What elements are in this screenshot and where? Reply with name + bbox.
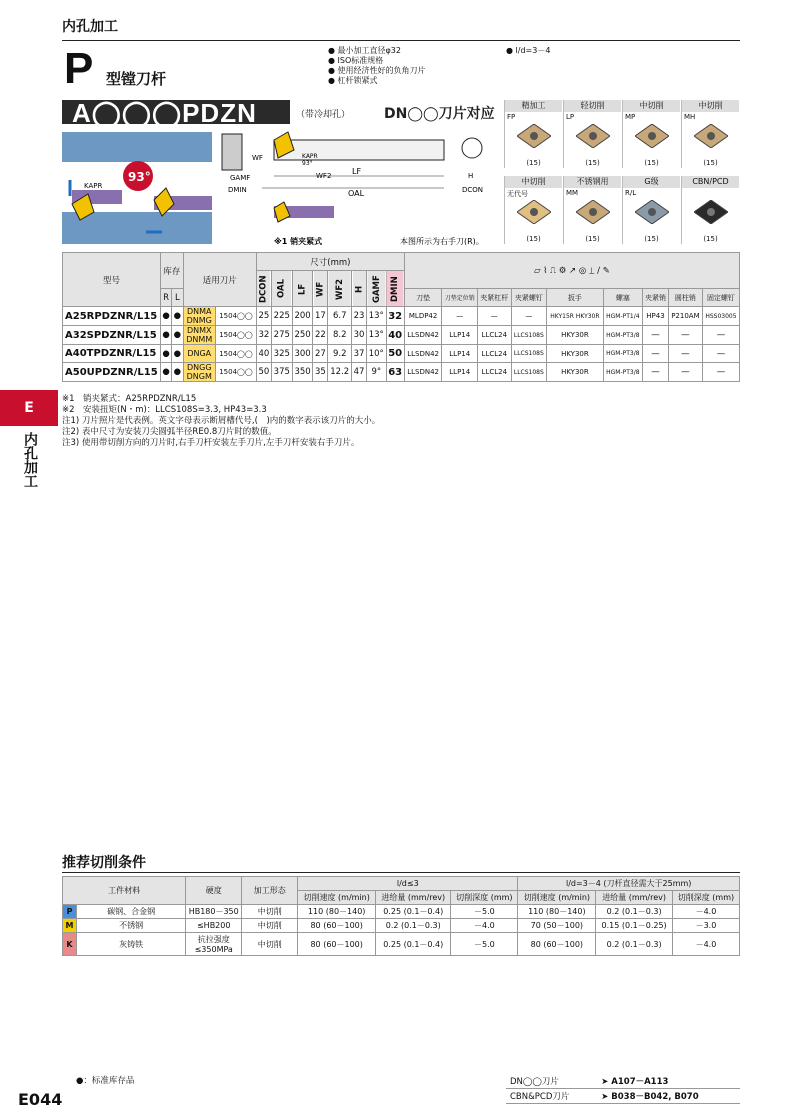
part-cell: —	[442, 307, 478, 326]
insert-head: 不锈钢用	[564, 176, 621, 188]
dim-cell: 30	[352, 326, 367, 345]
row-model: A25RPDZNR/L15	[63, 307, 161, 326]
part-cell: LLCL24	[478, 326, 511, 345]
insert-qty: (15)	[703, 159, 718, 167]
pin-clamp-label: ※1 销夹紧式	[274, 237, 323, 246]
table-row	[63, 363, 740, 382]
note-line: 注2) 表中尺寸为安装刀尖圆弧半径RE0.8刀片时的数值。	[62, 427, 277, 437]
parts-icons-row: ▱ ⌇ ⎍ ⚙ ↗ ◎ ⟂ ∕ ✎	[404, 253, 739, 289]
dim-cell: 12.2	[328, 363, 352, 382]
ref-row[interactable]	[506, 1089, 740, 1104]
dmin-label: DMIN	[228, 186, 247, 194]
insert-code: 1504◯◯	[215, 363, 256, 382]
col-r: R	[161, 289, 172, 307]
speed: 110 (80－140)	[518, 905, 596, 919]
cutting-title: 推荐切削条件	[62, 855, 146, 871]
insert-qty: (15)	[585, 159, 600, 167]
insert-head: 精加工	[505, 100, 562, 112]
insert-cell-plain	[504, 176, 562, 244]
col-dcon: DCON	[256, 271, 271, 307]
table-row	[63, 326, 740, 345]
bullet-item: ● 最小加工直径φ32	[328, 46, 426, 56]
dim-cell: 23	[352, 307, 367, 326]
angle2-label: 93°	[302, 160, 313, 167]
part-cell: LLP14	[442, 363, 478, 382]
stock-l: ●	[172, 307, 183, 326]
insert-type	[183, 363, 215, 382]
col-material: 工件材料	[63, 877, 186, 905]
dim-cell: 6.7	[328, 307, 352, 326]
part-cell: HSS03005	[702, 307, 739, 326]
col-part-dowel: 圆柱销	[668, 289, 702, 307]
part-cell: —	[702, 326, 739, 345]
dim-cell: 35	[313, 363, 328, 382]
insert-code: MM	[566, 189, 579, 197]
stock-l: ●	[172, 326, 183, 345]
speed: 80 (60－100)	[298, 919, 376, 933]
table-row	[63, 307, 740, 326]
depth: －4.0	[672, 905, 739, 919]
col-form: 加工形态	[242, 877, 298, 905]
row-model: A50UPDZNR/L15	[63, 363, 161, 382]
insert-code: 1504◯◯	[215, 326, 256, 345]
col-group2: l/d=3－4 (刀杆直径需大于25mm)	[518, 877, 740, 891]
ref-label: DN◯◯刀片	[506, 1074, 597, 1089]
insert-type-1: DNGA	[187, 349, 212, 358]
hardness: ≤HB200	[186, 919, 242, 933]
right-hand-note: 本图所示为右手刀(R)。	[400, 237, 484, 246]
dim-cell: 22	[313, 326, 328, 345]
insert-type	[183, 307, 215, 326]
insert-type-1: DNMX	[186, 326, 212, 335]
ld-note-text: ● l/d=3－4	[506, 46, 550, 56]
insert-head: CBN/PCD	[682, 176, 739, 188]
wf2-label: WF2	[316, 172, 332, 180]
col-speed2: 切削速度 (m/min)	[518, 891, 596, 905]
feed: 0.2 (0.1－0.3)	[596, 933, 673, 956]
bullet-item: ● 使用经济性好的负角刀片	[328, 66, 426, 76]
col-wf: WF	[313, 271, 328, 307]
insert-qty: (15)	[644, 235, 659, 243]
dim-cell: 250	[292, 326, 313, 345]
col-hardness: 硬度	[186, 877, 242, 905]
col-lf: LF	[292, 271, 313, 307]
insert-qty: (15)	[644, 159, 659, 167]
dim-cell: 13°	[367, 326, 387, 345]
note-line: 注1) 刀片照片是代表例。英文字母表示断屑槽代号,( )内的数字表示该刀片的大小。	[62, 416, 381, 426]
insert-photo	[694, 124, 728, 148]
dim-cell: 375	[271, 363, 292, 382]
insert-head: 中切削	[682, 100, 739, 112]
col-l: L	[172, 289, 183, 307]
material: 不锈钢	[77, 919, 186, 933]
note-line: 注3) 使用带切削方向的刀片时,右手刀杆安装左手刀片,左手刀杆安装右手刀片。	[62, 438, 360, 448]
note-line: ※2 安装扭矩(N・m)：LLCS108S=3.3, HP43=3.3	[62, 405, 267, 415]
dim-cell: 32	[256, 326, 271, 345]
insert-photo	[635, 200, 669, 224]
product-letter: P	[64, 44, 94, 93]
col-speed1: 切削速度 (m/min)	[298, 891, 376, 905]
dim-cell: 27	[313, 345, 328, 363]
part-cell: —	[478, 307, 511, 326]
col-part-wrench: 扳手	[547, 289, 604, 307]
shank-section	[462, 138, 482, 158]
dim-cell: 300	[292, 345, 313, 363]
col-model: 型号	[63, 253, 161, 307]
material: 碳钢、合金钢	[77, 905, 186, 919]
dim-cell: 9.2	[328, 345, 352, 363]
hardness: 抗拉强度 ≤350MPa	[186, 933, 242, 956]
part-cell: LLCL24	[478, 345, 511, 363]
speed: 110 (80－140)	[298, 905, 376, 919]
insert-qty: (15)	[585, 235, 600, 243]
lf-label: LF	[352, 167, 362, 176]
insert-cell-mh	[681, 100, 739, 168]
insert-photo	[517, 200, 551, 224]
speed: 80 (60－100)	[518, 933, 596, 956]
insert-code: 1504◯◯	[215, 345, 256, 363]
insert-grid	[504, 100, 740, 250]
insert-type-2: DNMG	[186, 316, 212, 325]
row-model: A40TPDZNR/L15	[63, 345, 161, 363]
class-badge: M	[63, 919, 77, 933]
dim-cell: 8.2	[328, 326, 352, 345]
class-badge: P	[63, 905, 77, 919]
reference-links	[506, 1074, 740, 1104]
insert-qty: (15)	[703, 235, 718, 243]
col-dims: 尺寸(mm)	[256, 253, 404, 271]
col-part-fix-screw: 固定螺钉	[702, 289, 739, 307]
col-depth1: 切削深度 (mm)	[451, 891, 518, 905]
hardness: HB180－350	[186, 905, 242, 919]
depth: －4.0	[451, 919, 518, 933]
part-cell: HGM-PT3/8	[603, 326, 642, 345]
insert-type-1: DNGG	[186, 363, 212, 372]
insert-photo	[576, 200, 610, 224]
insert-cell-mm	[563, 176, 621, 244]
dim-cell: 50	[386, 345, 404, 363]
part-cell: —	[668, 363, 702, 382]
bullet-item: ● 杠杆锁紧式	[328, 76, 426, 86]
ref-label: CBN&PCD刀片	[506, 1089, 597, 1104]
depth: －4.0	[672, 933, 739, 956]
insert-code: R/L	[625, 189, 637, 197]
insert-photo	[635, 124, 669, 148]
insert-photo	[694, 200, 728, 224]
col-gamf: GAMF	[367, 271, 387, 307]
part-cell: LLCS108S	[511, 345, 547, 363]
part-cell: —	[643, 326, 669, 345]
col-part-pin: 刀垫定位销	[442, 289, 478, 307]
dim-cell: 13°	[367, 307, 387, 326]
insert-cell-mp	[622, 100, 680, 168]
col-group1: l/d≤3	[298, 877, 518, 891]
model-banner	[62, 98, 502, 128]
stock-r: ●	[161, 345, 172, 363]
col-feed2: 进给量 (mm/rev)	[596, 891, 673, 905]
form: 中切削	[242, 919, 298, 933]
dim-cell: 50	[256, 363, 271, 382]
form: 中切削	[242, 905, 298, 919]
gamf-label: GAMF	[230, 174, 251, 182]
part-cell: LLP14	[442, 326, 478, 345]
speed: 70 (50－100)	[518, 919, 596, 933]
col-oal: OAL	[271, 271, 292, 307]
dim-cell: 37	[352, 345, 367, 363]
depth: －3.0	[672, 919, 739, 933]
col-h: H	[352, 271, 367, 307]
header-divider	[62, 40, 740, 41]
ref-pages[interactable]: ➤ B038－B042, B070	[597, 1089, 740, 1104]
stock-l: ●	[172, 363, 183, 382]
col-depth2: 切削深度 (mm)	[672, 891, 739, 905]
insert-cell-rl	[622, 176, 680, 244]
kapr-label: KAPR	[84, 182, 103, 190]
col-dmin: DMIN	[386, 271, 404, 307]
product-name: 型镗刀杆	[106, 70, 167, 88]
feed: 0.15 (0.1－0.25)	[596, 919, 673, 933]
cutting-divider	[62, 872, 740, 873]
col-part-screw: 夹紧螺钉	[511, 289, 547, 307]
insert-type	[183, 345, 215, 363]
part-cell: —	[511, 307, 547, 326]
ref-row[interactable]	[506, 1074, 740, 1089]
insert-type-2: DNMM	[186, 335, 213, 344]
stock-legend: ●：标准库存品	[76, 1076, 135, 1086]
insert-code: MP	[625, 113, 636, 121]
col-stock: 库存	[161, 253, 184, 289]
col-part-plug: 螺塞	[603, 289, 642, 307]
col-wf2: WF2	[328, 271, 352, 307]
h-label: H	[468, 172, 474, 180]
insert-photo	[576, 124, 610, 148]
dim-cell: 350	[292, 363, 313, 382]
col-feed1: 进给量 (mm/rev)	[376, 891, 451, 905]
part-cell: —	[643, 363, 669, 382]
dim-cell: 200	[292, 307, 313, 326]
table-row	[63, 919, 740, 933]
row-model: A32SPDZNR/L15	[63, 326, 161, 345]
head-view	[222, 134, 242, 170]
coolant-note: （带冷却孔）	[296, 110, 351, 120]
part-cell: P210AM	[668, 307, 702, 326]
page-number: E044	[18, 1090, 63, 1109]
col-part-seat: 刀垫	[404, 289, 442, 307]
table-row	[63, 933, 740, 956]
depth: －5.0	[451, 905, 518, 919]
col-part-lever: 夹紧杠杆	[478, 289, 511, 307]
form: 中切削	[242, 933, 298, 956]
side-tab[interactable]: E	[0, 390, 58, 426]
insert-cell-cbn	[681, 176, 739, 244]
insert-type	[183, 326, 215, 345]
part-cell: MLDP42	[404, 307, 442, 326]
part-cell: HP43	[643, 307, 669, 326]
part-cell: LLCS108S	[511, 326, 547, 345]
stock-r: ●	[161, 363, 172, 382]
insert-code: FP	[507, 113, 516, 121]
part-cell: —	[668, 326, 702, 345]
part-cell: HKY30R	[547, 345, 604, 363]
insert-type-1: DNMA	[186, 307, 212, 316]
insert-cell-lp	[563, 100, 621, 168]
part-cell: HGM-PT1/4	[603, 307, 642, 326]
insert-cell-fp	[504, 100, 562, 168]
part-cell: —	[702, 345, 739, 363]
section-title: 内孔加工	[62, 19, 118, 35]
part-cell: —	[668, 345, 702, 363]
insert-qty: (15)	[526, 159, 541, 167]
stock-r: ●	[161, 326, 172, 345]
insert-compat: DN◯◯刀片对应	[384, 106, 495, 122]
shank-outline	[274, 140, 444, 160]
insert-code: 无代号	[507, 190, 528, 198]
part-cell: HKY30R	[547, 326, 604, 345]
stock-l: ●	[172, 345, 183, 363]
insert-code: MH	[684, 113, 696, 121]
part-cell: LLCS108S	[511, 363, 547, 382]
class-badge: K	[63, 933, 77, 956]
dim-cell: 25	[256, 307, 271, 326]
table-row	[63, 345, 740, 363]
part-cell: LLCL24	[478, 363, 511, 382]
banner-sub	[290, 100, 502, 124]
feed: 0.2 (0.1－0.3)	[376, 919, 451, 933]
feed: 0.25 (0.1－0.4)	[376, 905, 451, 919]
insert-code: 1504◯◯	[215, 307, 256, 326]
col-insert: 适用刀片	[183, 253, 256, 307]
tool-diagram	[62, 128, 502, 250]
insert-head: 中切削	[505, 176, 562, 188]
insert-type-2: DNGM	[186, 372, 212, 381]
cutting-table	[62, 876, 740, 956]
angle-label: 93°	[128, 170, 151, 184]
stock-r: ●	[161, 307, 172, 326]
dcon-label: DCON	[462, 186, 484, 194]
feature-bullets	[328, 46, 426, 86]
feed: 0.25 (0.1－0.4)	[376, 933, 451, 956]
dim-cell: 32	[386, 307, 404, 326]
depth: －5.0	[451, 933, 518, 956]
dim-cell: 225	[271, 307, 292, 326]
part-cell: LLP14	[442, 345, 478, 363]
pin-clamp-insert	[274, 202, 290, 222]
dim-cell: 17	[313, 307, 328, 326]
part-cell: HKY30R	[547, 363, 604, 382]
bullet-item: ● ISO标准规格	[328, 56, 426, 66]
dim-cell: 325	[271, 345, 292, 363]
speed: 80 (60－100)	[298, 933, 376, 956]
spec-table	[62, 252, 740, 382]
part-cell: HKY15R HKY30R	[547, 307, 604, 326]
part-cell: LLSDN42	[404, 345, 442, 363]
part-cell: HGM-PT3/8	[603, 345, 642, 363]
table-row	[63, 905, 740, 919]
side-label: 内孔加工	[22, 432, 38, 488]
wf-label: WF	[252, 154, 263, 162]
dim-cell: 10°	[367, 345, 387, 363]
part-cell: LLSDN42	[404, 326, 442, 345]
insert-head: 中切削	[623, 100, 680, 112]
part-cell: —	[702, 363, 739, 382]
model-series: A◯◯◯PDZN	[72, 98, 257, 128]
notes	[62, 394, 380, 449]
insert-code: LP	[566, 113, 575, 121]
dim-cell: 9°	[367, 363, 387, 382]
dim-cell: 40	[386, 326, 404, 345]
dim-cell: 275	[271, 326, 292, 345]
dim-cell: 40	[256, 345, 271, 363]
dim-cell: 47	[352, 363, 367, 382]
kapr2-label: KAPR	[302, 153, 318, 160]
dim-cell: 63	[386, 363, 404, 382]
insert-head: 轻切削	[564, 100, 621, 112]
ref-pages[interactable]: ➤ A107－A113	[597, 1074, 740, 1089]
part-cell: HGM-PT3/8	[603, 363, 642, 382]
part-cell: LLSDN42	[404, 363, 442, 382]
ld-note	[506, 46, 550, 56]
col-part-clamp-pin: 夹紧销	[643, 289, 669, 307]
feed: 0.2 (0.1－0.3)	[596, 905, 673, 919]
material: 灰铸铁	[77, 933, 186, 956]
insert-head: G级	[623, 176, 680, 188]
note-line: ※1 销夹紧式：A25RPDZNR/L15	[62, 394, 197, 404]
oal-label: OAL	[348, 189, 365, 198]
insert-photo	[517, 124, 551, 148]
part-cell: —	[643, 345, 669, 363]
insert-qty: (15)	[526, 235, 541, 243]
